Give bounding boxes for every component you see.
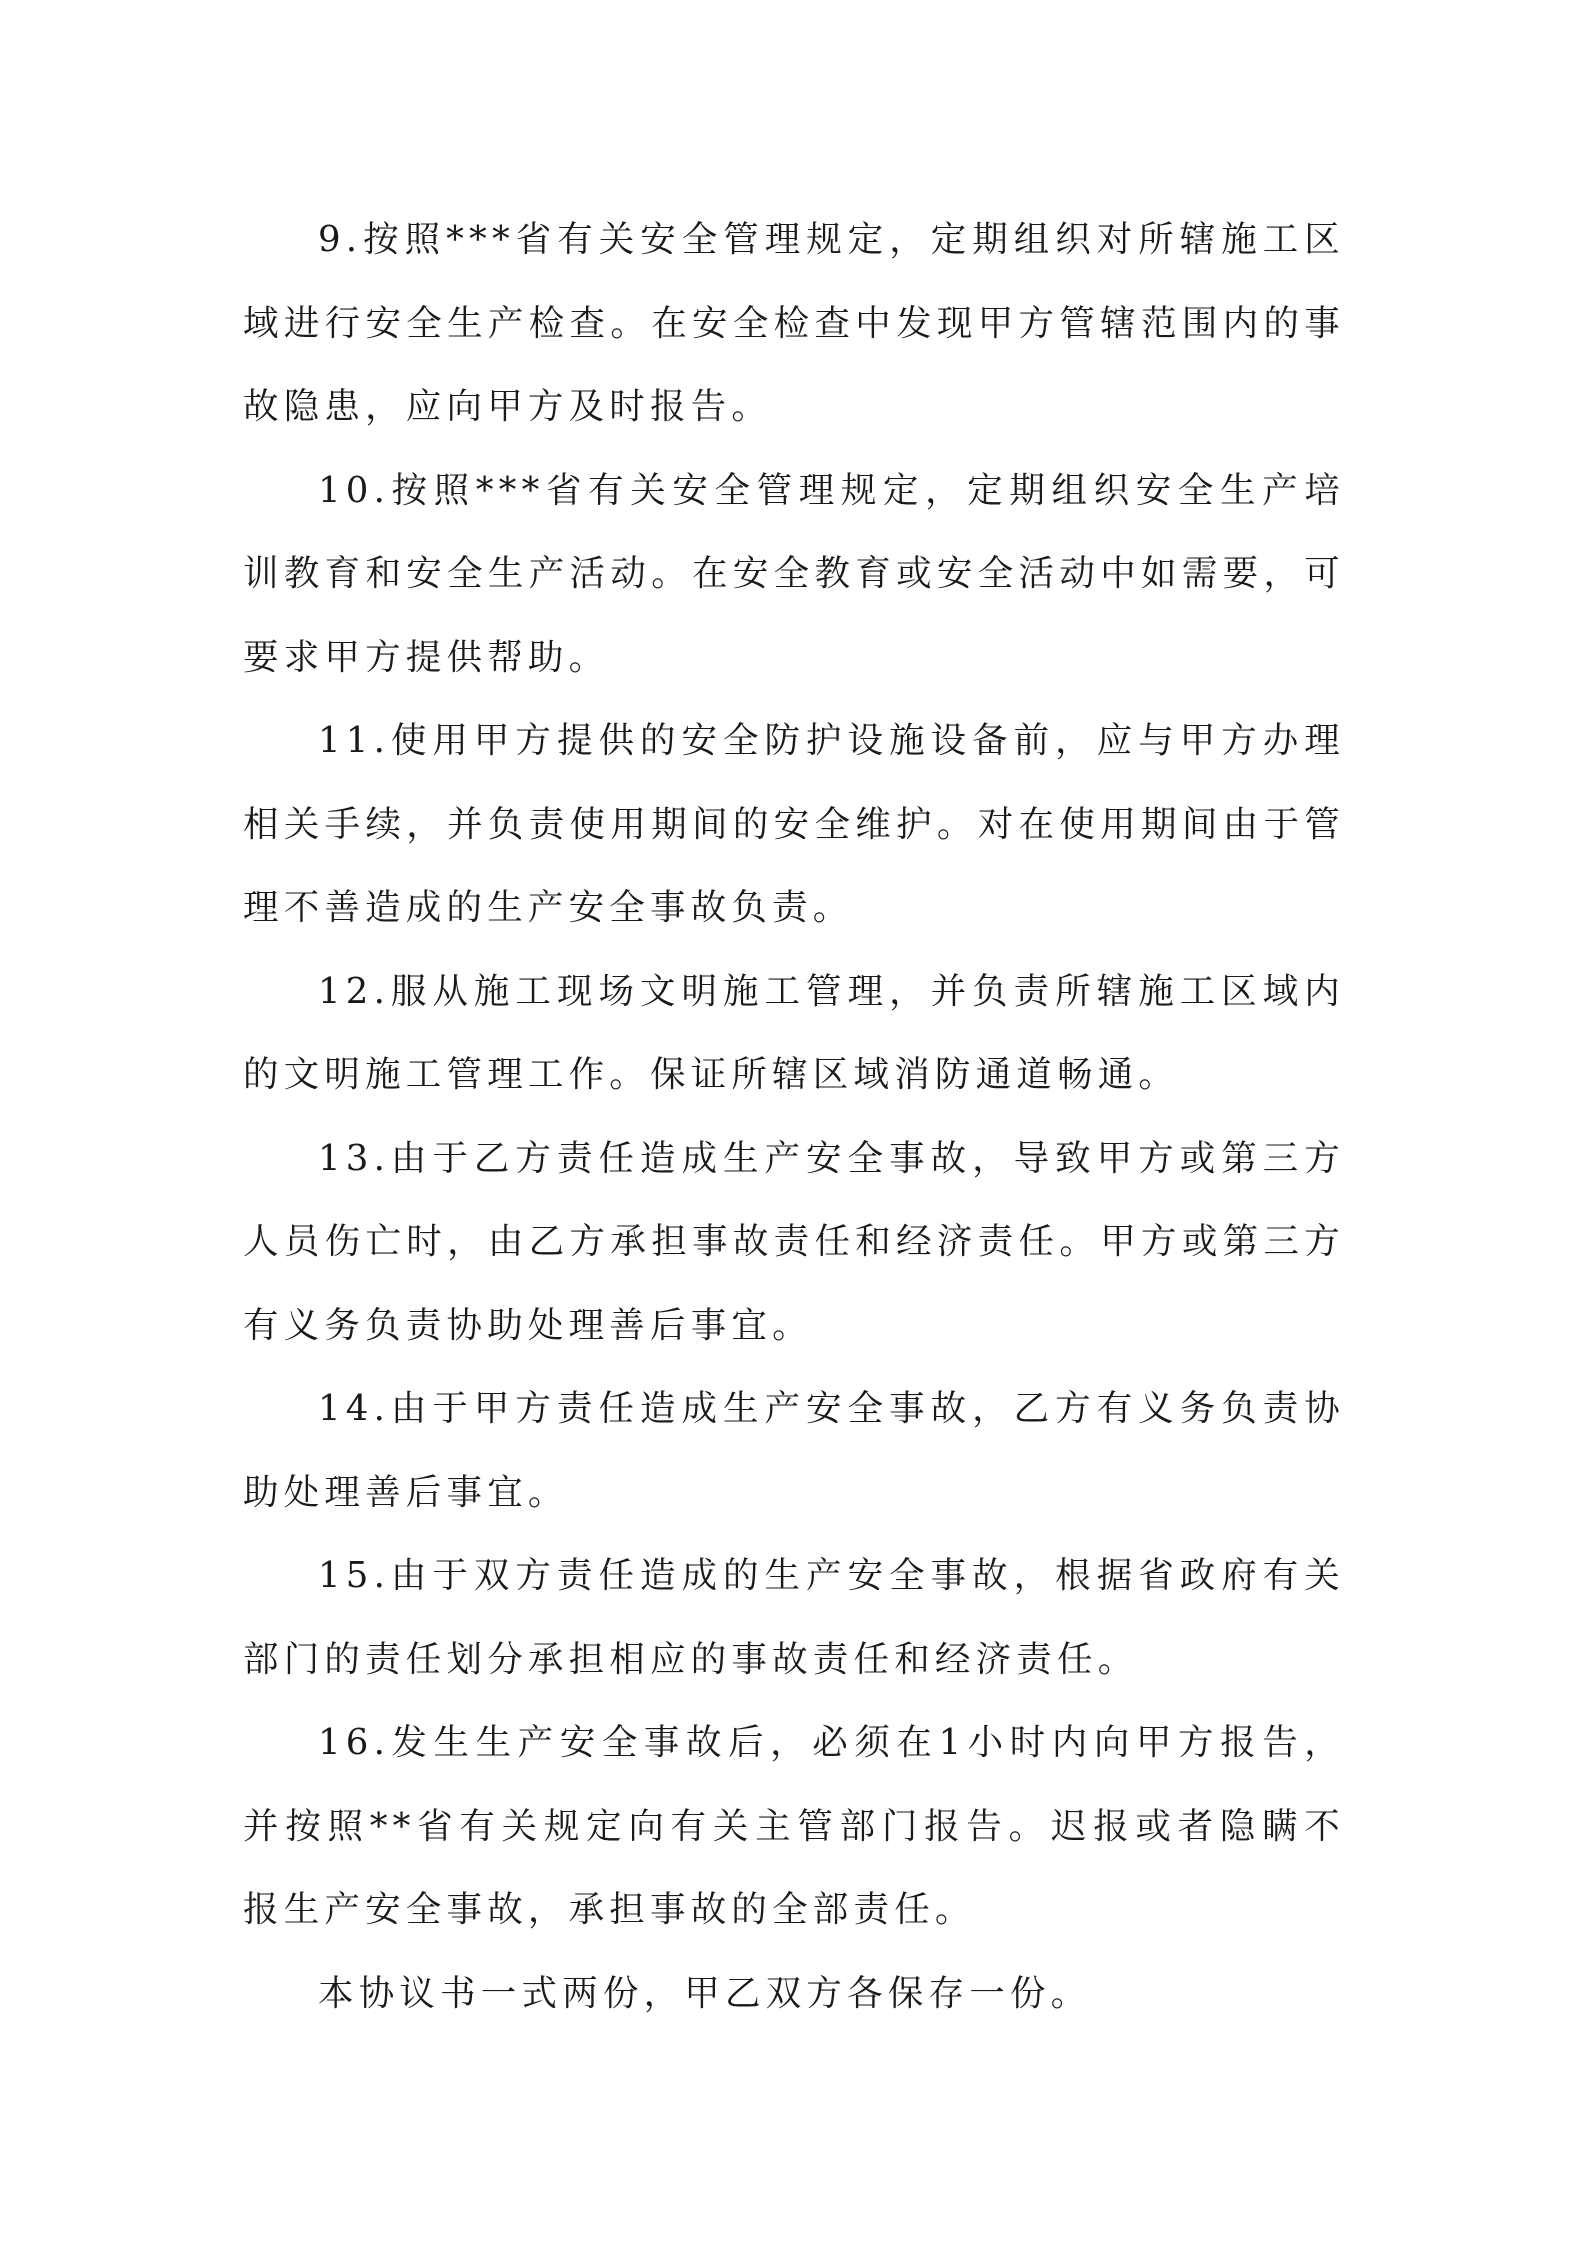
clause-15: 15.由于双方责任造成的生产安全事故，根据省政府有关部门的责任划分承担相应的事故责任和经济责任。 <box>243 1555 1345 1680</box>
closing-statement: 本协议书一式两份，甲乙双方各保存一份。 <box>318 1972 1092 2014</box>
clause-13: 13.由于乙方责任造成生产安全事故，导致甲方或第三方人员伤亡时，由乙方承担事故责任和经济责任。甲方或第三方有义务负责协助处理善后事宜。 <box>243 1137 1345 1346</box>
clause-12: 12.服从施工现场文明施工管理，并负责所辖施工区域内的文明施工管理工作。保证所辖区域消防通道畅通。 <box>243 970 1345 1095</box>
clause-16: 16.发生生产安全事故后，必须在1小时内向甲方报告，并按照**省有关规定向有关主管部门报告。迟报或者隐瞒不报生产安全事故，承担事故的全部责任。 <box>243 1722 1345 1930</box>
clause-14: 14.由于甲方责任造成生产安全事故，乙方有义务负责协助处理善后事宜。 <box>243 1388 1345 1513</box>
clause-10: 10.按照***省有关安全管理规定，定期组织安全生产培训教育和安全生产活动。在安全教育或安全活动中如需要，可要求甲方提供帮助。 <box>243 469 1345 678</box>
clause-9: 9.按照***省有关安全管理规定，定期组织对所辖施工区域进行安全生产检查。在安全检查中发现甲方管辖范围内的事故隐患，应向甲方及时报告。 <box>243 219 1345 427</box>
document-body <box>243 198 1345 2035</box>
clause-11: 11.使用甲方提供的安全防护设施设备前，应与甲方办理相关手续，并负责使用期间的安全维护。对在使用期间由于管理不善造成的生产安全事故负责。 <box>243 720 1345 928</box>
